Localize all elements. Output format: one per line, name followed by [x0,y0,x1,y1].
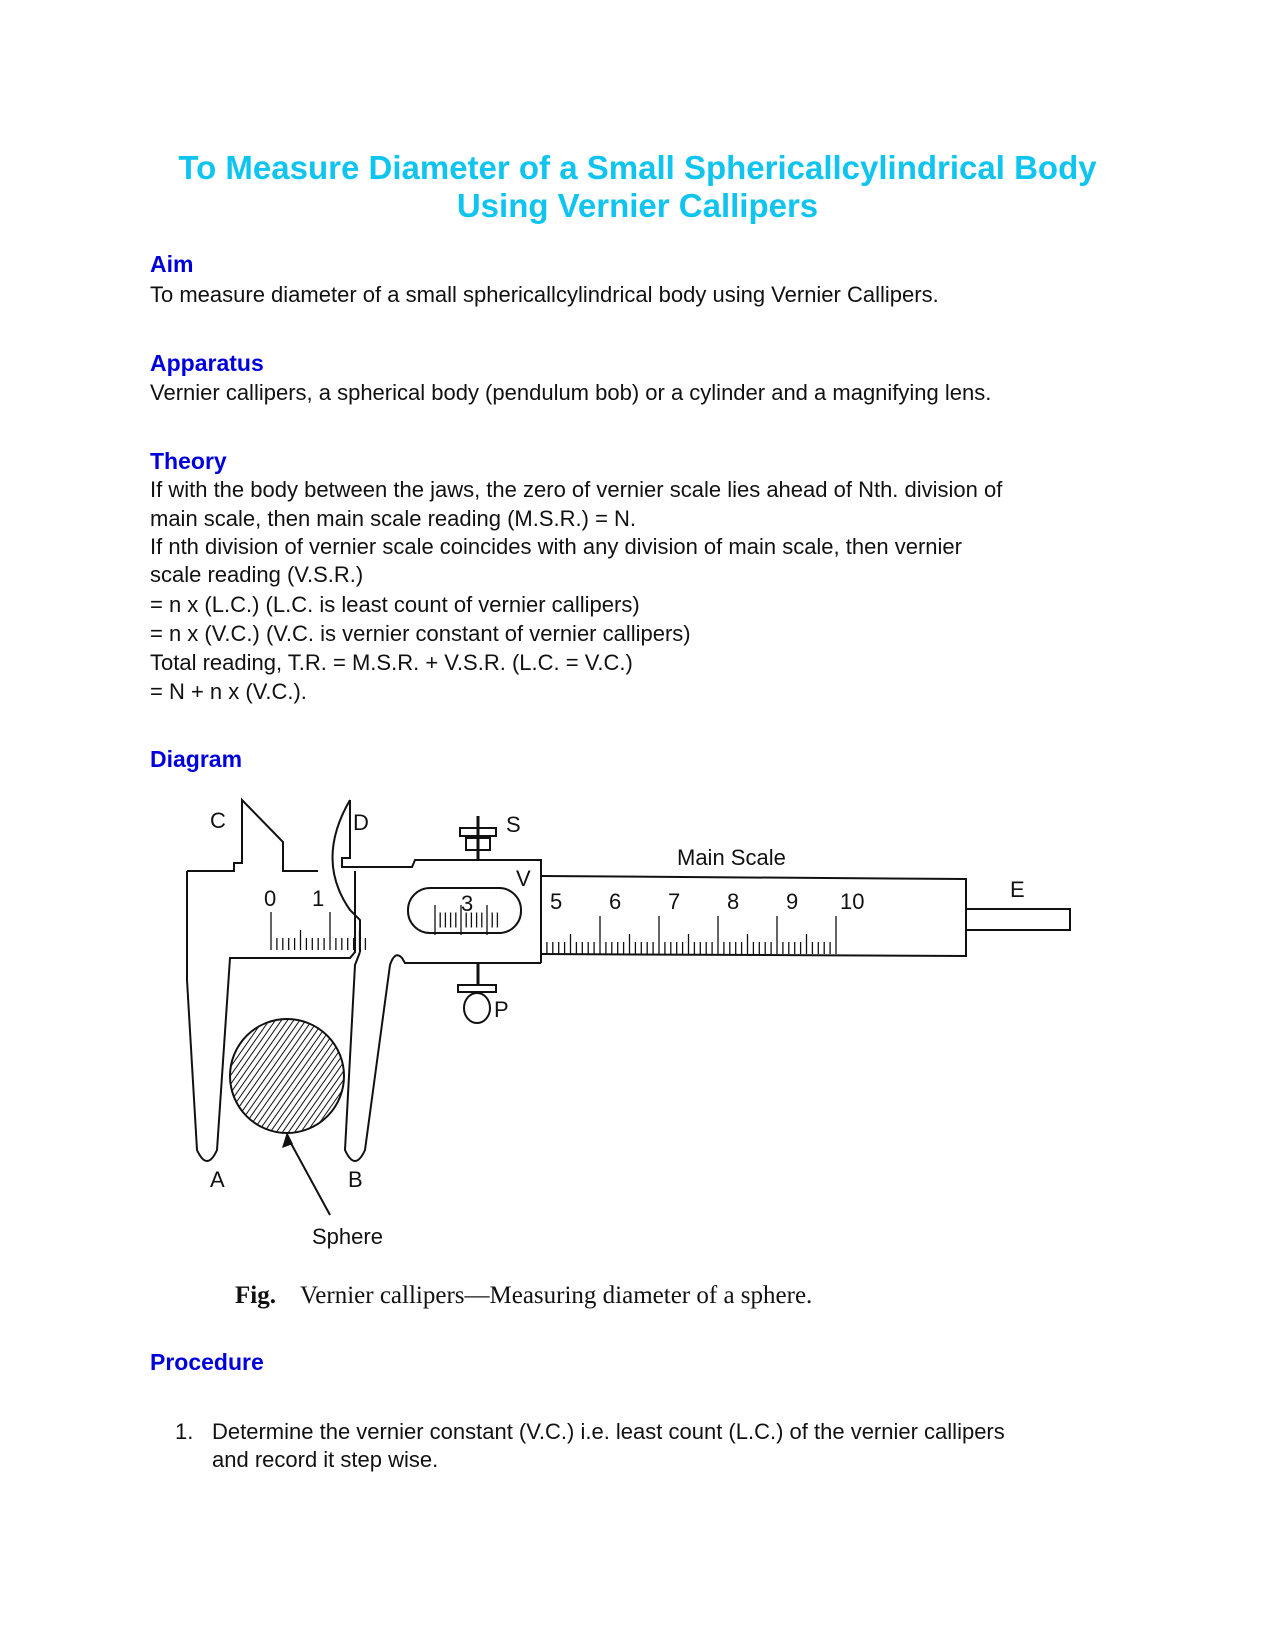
label-d: D [353,810,369,835]
jaw-scale-number: 0 [264,886,277,911]
label-b: B [348,1167,363,1192]
label-e: E [1010,877,1025,902]
theory-line: Total reading, T.R. = M.S.R. + V.S.R. (L.C. = V.C.) [150,650,633,675]
page-title-line-2: Using Vernier Callipers [456,187,819,224]
jaw-scale-number: 1 [312,886,325,911]
label-s: S [506,812,521,837]
main-scale-number: 8 [727,889,740,914]
label-v: V [516,866,531,891]
theory-line: main scale, then main scale reading (M.S.R.) = N. [150,506,637,531]
figure-caption-prefix: Fig. [235,1282,276,1309]
main-scale-number: 6 [609,889,622,914]
jaw-b [345,860,541,1161]
theory-line: If with the body between the jaws, the zero of vernier scale lies ahead of Nth. division of [150,477,1003,502]
procedure-item-line: and record it step wise. [212,1447,439,1472]
procedure-item-line: Determine the vernier constant (V.C.) i.e. least count (L.C.) of the vernier callipers [212,1419,1005,1444]
vernier-number: 3 [461,891,474,916]
procedure-item-number: 1. [175,1419,194,1444]
label-p: P [494,997,509,1022]
theory-line: = n x (L.C.) (L.C. is least count of vernier callipers) [150,592,640,617]
theory-heading: Theory [150,448,227,474]
label-main-scale: Main Scale [677,845,786,870]
label-a: A [210,1167,225,1192]
main-scale-number: 10 [840,889,865,914]
theory-line: = N + n x (V.C.). [150,679,307,704]
sphere [230,1019,344,1133]
theory-line: If nth division of vernier scale coincides with any division of main scale, then vernier [150,534,962,559]
diagram-heading: Diagram [150,746,243,772]
theory-line: scale reading (V.S.R.) [150,562,364,587]
label-c: C [210,808,226,833]
figure-caption: Vernier callipers—Measuring diameter of a sphere. [300,1282,813,1309]
vernier-callipers-diagram [150,780,1100,1320]
main-scale-number: 9 [786,889,799,914]
apparatus-heading: Apparatus [150,350,264,376]
page-title-line-1: To Measure Diameter of a Small Sphericallcylindrical Body [178,149,1097,186]
depth-rod-e [966,909,1070,930]
aim-text: To measure diameter of a small sphericallcylindrical body using Vernier Callipers. [150,282,939,307]
main-scale-number: 5 [550,889,563,914]
aim-heading: Aim [150,251,194,277]
label-sphere: Sphere [312,1224,383,1249]
procedure-heading: Procedure [150,1349,264,1375]
theory-line: = n x (V.C.) (V.C. is vernier constant of vernier callipers) [150,621,691,646]
apparatus-text: Vernier callipers, a spherical body (pendulum bob) or a cylinder and a magnifying lens. [150,380,992,405]
main-scale-number: 7 [668,889,681,914]
